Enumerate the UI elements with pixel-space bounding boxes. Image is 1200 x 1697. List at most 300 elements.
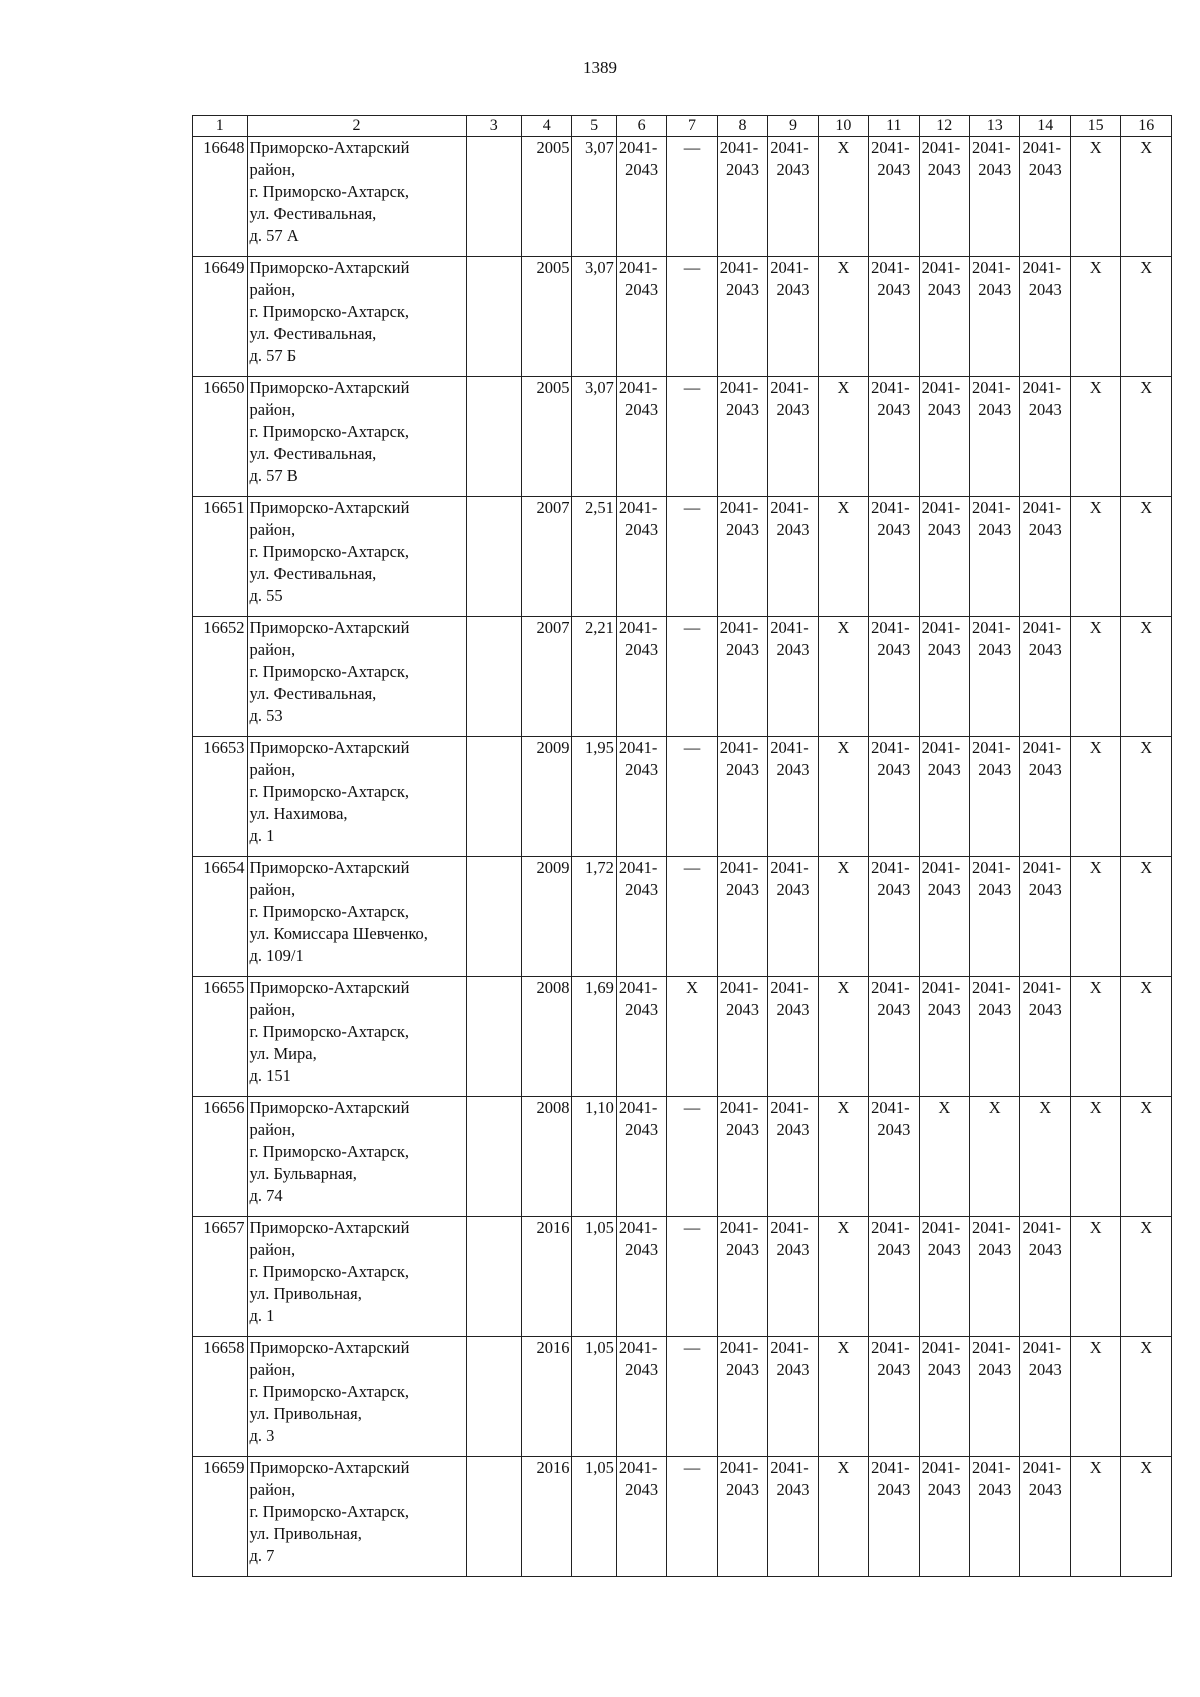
address-line: г. Приморско-Ахтарск, [249,902,410,921]
period-line: 2043 [776,1000,810,1019]
address-cell [247,1217,466,1337]
address-line: район, [249,1360,296,1379]
period-line: 2041- [618,618,658,637]
period-line: 2041- [719,738,759,757]
cell-c13 [970,857,1020,977]
period-line: 2041- [921,258,961,277]
cell-c11 [869,977,919,1097]
record-number: 16652 [193,617,248,737]
period-line: 2043 [978,400,1012,419]
period-line: 2043 [725,160,759,179]
cell-c5: 1,69 [572,977,616,1097]
period-line: 2043 [1028,1360,1062,1379]
period-line: 2041- [1022,1218,1061,1237]
column-header: 5 [572,116,616,137]
cell-c15: X [1070,857,1120,977]
period-line: 2043 [978,880,1012,899]
address-line: г. Приморско-Ахтарск, [249,782,410,801]
address-line: д. 1 [249,1306,275,1325]
cell-c4: 2005 [522,377,572,497]
table-row [193,257,1172,377]
cell-c5: 1,95 [572,737,616,857]
cell-c10: X [818,497,868,617]
column-header: 12 [919,116,969,137]
period-line: 2041- [719,1098,759,1117]
cell-c8 [717,377,767,497]
column-header: 7 [667,116,717,137]
period-line: 2041- [770,1338,809,1357]
registry-table [192,115,1172,1577]
cell-c8 [717,617,767,737]
period-line: 2041- [1022,1338,1061,1357]
period-line: 2043 [927,640,961,659]
period-line: 2041- [871,1458,910,1477]
table-row [193,137,1172,257]
cell-c9 [768,737,818,857]
cell-c12 [919,1217,969,1337]
address-line: Приморско-Ахтарский [249,978,410,997]
cell-c12 [919,257,969,377]
cell-c9 [768,377,818,497]
period-line: 2041- [770,858,809,877]
period-line: 2043 [927,1000,961,1019]
cell-c8 [717,137,767,257]
period-line: 2041- [972,1458,1011,1477]
period-line: 2041- [618,858,658,877]
period-line: 2043 [776,640,810,659]
period-line: 2041- [719,1218,759,1237]
period-line: 2041- [618,978,658,997]
cell-c16: X [1121,377,1172,497]
cell-c11 [869,617,919,737]
cell-c6 [616,1337,666,1457]
cell-c3 [466,257,522,377]
table-row [193,497,1172,617]
period-line: 2041- [871,978,910,997]
cell-c13 [970,1337,1020,1457]
cell-c7: X [667,977,717,1097]
cell-c7: — [667,857,717,977]
cell-c9 [768,977,818,1097]
period-line: 2043 [927,520,961,539]
address-line: д. 109/1 [249,946,304,965]
table-row [193,977,1172,1097]
period-line: 2043 [927,1240,961,1259]
cell-c11 [869,1337,919,1457]
cell-c14 [1020,497,1070,617]
period-line: 2041- [921,618,961,637]
cell-c6 [616,977,666,1097]
period-line: 2041- [921,1218,961,1237]
period-line: 2041- [972,858,1011,877]
column-header: 4 [522,116,572,137]
address-line: г. Приморско-Ахтарск, [249,422,410,441]
cell-c5: 1,10 [572,1097,616,1217]
period-line: 2043 [1028,1240,1062,1259]
cell-c12 [919,1337,969,1457]
cell-c7: — [667,257,717,377]
table-row [193,1217,1172,1337]
period-line: 2041- [972,1218,1011,1237]
period-line: 2041- [921,378,961,397]
period-line: 2041- [618,498,658,517]
period-line: 2041- [618,1218,658,1237]
cell-c16: X [1121,857,1172,977]
cell-c13 [970,617,1020,737]
cell-c14 [1020,257,1070,377]
table-row [193,617,1172,737]
address-line: г. Приморско-Ахтарск, [249,182,410,201]
address-line: д. 57 Б [249,346,297,365]
period-line: 2043 [625,760,659,779]
period-line: 2041- [770,1458,809,1477]
cell-c5: 1,05 [572,1457,616,1577]
cell-c6 [616,1217,666,1337]
period-line: 2041- [770,1098,809,1117]
period-line: 2041- [921,1338,961,1357]
cell-c16: X [1121,1097,1172,1217]
period-line: 2041- [1022,138,1061,157]
period-line: 2043 [776,1240,810,1259]
period-line: 2043 [978,1360,1012,1379]
address-cell [247,377,466,497]
cell-c5: 2,21 [572,617,616,737]
period-line: 2041- [1022,858,1061,877]
period-line: 2043 [625,640,659,659]
period-line: 2043 [877,1000,911,1019]
cell-c16: X [1121,1217,1172,1337]
period-line: 2041- [871,1098,910,1117]
period-line: 2041- [719,258,759,277]
address-line: Приморско-Ахтарский [249,138,410,157]
cell-c5: 3,07 [572,377,616,497]
address-cell [247,1097,466,1217]
period-line: 2043 [625,1480,659,1499]
cell-c13 [970,137,1020,257]
period-line: 2043 [877,520,911,539]
period-line: 2041- [1022,498,1061,517]
cell-c3 [466,1217,522,1337]
cell-c12 [919,977,969,1097]
period-line: 2041- [770,978,809,997]
period-line: 2043 [927,880,961,899]
column-header: 6 [616,116,666,137]
address-line: ул. Фестивальная, [249,564,377,583]
cell-c10: X [818,1097,868,1217]
period-line: 2041- [921,1458,961,1477]
cell-c15: X [1070,257,1120,377]
address-line: ул. Привольная, [249,1284,362,1303]
cell-c9 [768,1097,818,1217]
cell-c5: 1,05 [572,1217,616,1337]
cell-c10: X [818,257,868,377]
record-number: 16655 [193,977,248,1097]
address-line: район, [249,760,296,779]
address-line: район, [249,1120,296,1139]
cell-c7: — [667,737,717,857]
period-line: 2041- [770,138,809,157]
cell-c6 [616,377,666,497]
period-line: 2043 [725,1240,759,1259]
address-line: ул. Привольная, [249,1404,362,1423]
cell-c7: — [667,1337,717,1457]
cell-c7: — [667,377,717,497]
period-line: 2043 [978,760,1012,779]
cell-c8 [717,1217,767,1337]
cell-c16: X [1121,497,1172,617]
cell-c6 [616,617,666,737]
cell-c12 [919,1457,969,1577]
cell-c7: — [667,617,717,737]
record-number: 16658 [193,1337,248,1457]
address-cell [247,257,466,377]
cell-c9 [768,257,818,377]
address-line: г. Приморско-Ахтарск, [249,302,410,321]
period-line: 2043 [1028,280,1062,299]
period-line: 2041- [770,498,809,517]
cell-c13 [970,1217,1020,1337]
record-number: 16651 [193,497,248,617]
address-line: д. 57 В [249,466,298,485]
cell-c13: X [970,1097,1020,1217]
cell-c14 [1020,977,1070,1097]
cell-c14 [1020,1457,1070,1577]
period-line: 2043 [725,1480,759,1499]
period-line: 2043 [927,400,961,419]
table-row [193,1457,1172,1577]
period-line: 2041- [871,258,910,277]
period-line: 2041- [770,618,809,637]
cell-c4: 2009 [522,737,572,857]
cell-c13 [970,737,1020,857]
period-line: 2041- [719,1338,759,1357]
cell-c10: X [818,137,868,257]
cell-c10: X [818,857,868,977]
address-line: Приморско-Ахтарский [249,1098,410,1117]
column-header: 10 [818,116,868,137]
period-line: 2041- [1022,258,1061,277]
period-line: 2041- [972,978,1011,997]
cell-c10: X [818,617,868,737]
cell-c4: 2005 [522,257,572,377]
record-number: 16649 [193,257,248,377]
cell-c9 [768,497,818,617]
cell-c14 [1020,1337,1070,1457]
address-line: район, [249,1240,296,1259]
period-line: 2043 [725,640,759,659]
period-line: 2043 [776,1480,810,1499]
address-line: Приморско-Ахтарский [249,858,410,877]
cell-c3 [466,1337,522,1457]
cell-c16: X [1121,137,1172,257]
address-line: г. Приморско-Ахтарск, [249,1382,410,1401]
cell-c6 [616,857,666,977]
address-line: район, [249,1480,296,1499]
address-line: г. Приморско-Ахтарск, [249,662,410,681]
record-number: 16648 [193,137,248,257]
address-line: Приморско-Ахтарский [249,1218,410,1237]
period-line: 2043 [725,280,759,299]
record-number: 16656 [193,1097,248,1217]
column-header: 8 [717,116,767,137]
address-cell [247,1457,466,1577]
cell-c3 [466,1097,522,1217]
cell-c13 [970,1457,1020,1577]
cell-c16: X [1121,1337,1172,1457]
period-line: 2043 [927,1360,961,1379]
cell-c14 [1020,1217,1070,1337]
column-header: 9 [768,116,818,137]
cell-c7: — [667,1457,717,1577]
address-line: д. 3 [249,1426,275,1445]
cell-c15: X [1070,1217,1120,1337]
cell-c9 [768,617,818,737]
period-line: 2043 [776,400,810,419]
table-body [193,137,1172,1577]
period-line: 2041- [1022,738,1061,757]
period-line: 2041- [871,498,910,517]
address-line: район, [249,640,296,659]
period-line: 2043 [725,1360,759,1379]
cell-c8 [717,1337,767,1457]
period-line: 2041- [921,138,961,157]
cell-c4: 2016 [522,1217,572,1337]
period-line: 2041- [972,258,1011,277]
cell-c3 [466,1457,522,1577]
period-line: 2043 [625,160,659,179]
period-line: 2043 [927,1480,961,1499]
period-line: 2043 [978,160,1012,179]
period-line: 2041- [921,858,961,877]
cell-c11 [869,497,919,617]
cell-c6 [616,257,666,377]
cell-c6 [616,1457,666,1577]
cell-c11 [869,737,919,857]
cell-c13 [970,497,1020,617]
cell-c13 [970,977,1020,1097]
address-line: г. Приморско-Ахтарск, [249,1502,410,1521]
period-line: 2043 [877,1480,911,1499]
period-line: 2041- [618,1098,658,1117]
period-line: 2041- [618,378,658,397]
period-line: 2041- [618,138,658,157]
period-line: 2041- [719,138,759,157]
cell-c8 [717,497,767,617]
address-line: район, [249,520,296,539]
header-row [193,116,1172,137]
period-line: 2041- [972,618,1011,637]
period-line: 2041- [871,858,910,877]
address-line: ул. Фестивальная, [249,444,377,463]
period-line: 2041- [618,1458,658,1477]
address-line: ул. Комиссара Шевченко, [249,924,428,943]
period-line: 2043 [776,280,810,299]
address-line: район, [249,880,296,899]
period-line: 2043 [776,1360,810,1379]
period-line: 2041- [921,978,961,997]
address-line: Приморско-Ахтарский [249,498,410,517]
period-line: 2043 [927,760,961,779]
address-line: д. 55 [249,586,283,605]
cell-c15: X [1070,1457,1120,1577]
address-line: Приморско-Ахтарский [249,258,410,277]
cell-c10: X [818,1217,868,1337]
cell-c5: 1,05 [572,1337,616,1457]
period-line: 2041- [719,858,759,877]
cell-c10: X [818,737,868,857]
address-cell [247,1337,466,1457]
address-line: ул. Мира, [249,1044,317,1063]
period-line: 2041- [871,138,910,157]
address-line: г. Приморско-Ахтарск, [249,1262,410,1281]
period-line: 2043 [776,160,810,179]
period-line: 2041- [719,1458,759,1477]
cell-c3 [466,737,522,857]
cell-c7: — [667,137,717,257]
address-line: ул. Привольная, [249,1524,362,1543]
period-line: 2041- [770,738,809,757]
period-line: 2041- [871,378,910,397]
cell-c11 [869,377,919,497]
period-line: 2043 [776,760,810,779]
period-line: 2043 [1028,400,1062,419]
cell-c8 [717,1097,767,1217]
cell-c14: X [1020,1097,1070,1217]
address-cell [247,617,466,737]
record-number: 16654 [193,857,248,977]
period-line: 2043 [625,520,659,539]
column-header: 15 [1070,116,1120,137]
period-line: 2043 [725,760,759,779]
period-line: 2043 [978,640,1012,659]
period-line: 2043 [776,1120,810,1139]
cell-c4: 2016 [522,1457,572,1577]
cell-c4: 2008 [522,977,572,1097]
table-row [193,1097,1172,1217]
address-line: район, [249,280,296,299]
cell-c7: — [667,497,717,617]
period-line: 2043 [1028,1480,1062,1499]
address-line: д. 1 [249,826,275,845]
period-line: 2043 [877,760,911,779]
period-line: 2041- [972,1338,1011,1357]
column-header: 3 [466,116,522,137]
address-line: д. 53 [249,706,283,725]
period-line: 2041- [719,618,759,637]
period-line: 2041- [871,1338,910,1357]
cell-c6 [616,1097,666,1217]
cell-c12 [919,497,969,617]
page-number: 1389 [583,58,617,77]
cell-c3 [466,977,522,1097]
period-line: 2041- [770,258,809,277]
cell-c10: X [818,977,868,1097]
cell-c14 [1020,737,1070,857]
cell-c4: 2005 [522,137,572,257]
cell-c4: 2016 [522,1337,572,1457]
cell-c3 [466,857,522,977]
period-line: 2043 [725,880,759,899]
cell-c6 [616,497,666,617]
address-line: ул. Нахимова, [249,804,348,823]
cell-c9 [768,137,818,257]
period-line: 2043 [877,1120,911,1139]
period-line: 2041- [972,738,1011,757]
period-line: 2043 [776,880,810,899]
address-line: д. 7 [249,1546,275,1565]
address-cell [247,497,466,617]
address-line: г. Приморско-Ахтарск, [249,1022,410,1041]
